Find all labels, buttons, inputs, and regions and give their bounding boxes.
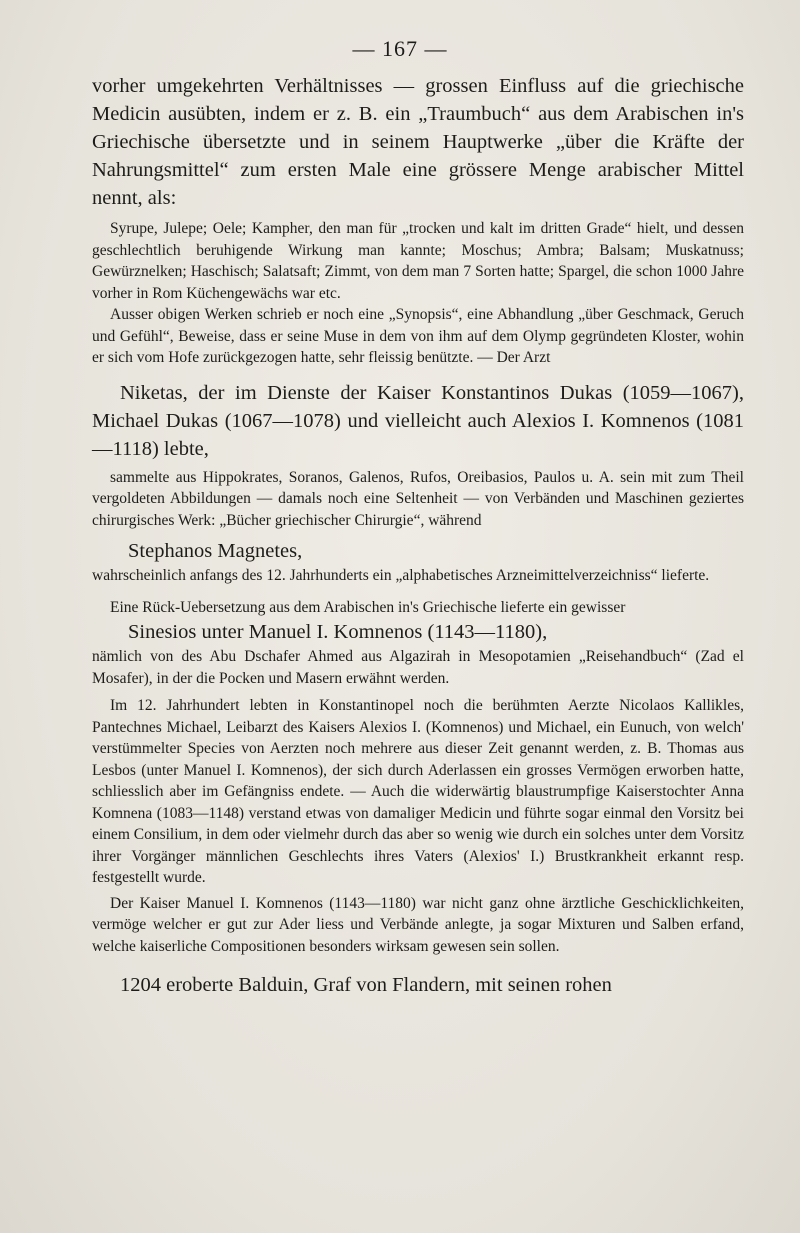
paragraph: Eine Rück-Uebersetzung aus dem Arabischen in's Griechische lieferte ein gewisser bbox=[110, 598, 626, 616]
paragraph: Ausser obigen Werken schrieb er noch eine „Synopsis“, eine Abhandlung „über Geschmack, Geruch und Gefühl“, Beweise, dass er seine Muse in dem von ihm auf dem Olymp gegründeten Kloster, wohin er sich vom Hofe zurückgezogen hatte, sehr fleissig benützte. — Der Arzt bbox=[92, 306, 744, 366]
paragraph: Sinesios unter Manuel I. Komnenos (1143—1180), bbox=[128, 621, 548, 643]
paragraph: Syrupe, Julepe; Oele; Kampher, den man für „trocken und kalt im dritten Grade“ hielt, und dessen geschlechtlich beruhigende Wirkung man kannte; Moschus; Ambra; Balsam; Muskatnuss; Gewürznelken; Haschisch; Salatsaft; Zimmt, von dem man 7 Sorten hatte; Spargel, die schon 1000 Jahre vorher in Rom Küchengewächs war etc. bbox=[92, 220, 744, 302]
paragraph: sammelte aus Hippokrates, Soranos, Galenos, Rufos, Oreibasios, Paulos u. A. sein mit zum Theil vergoldeten Abbildungen — damals noch eine Seltenheit — von Verbänden und Maschinen geziertes chirurgisches Werk: „Bücher griechischer Chirurgie“, während bbox=[92, 468, 744, 529]
paragraph: Im 12. Jahrhundert lebten in Konstantinopel noch die berühmten Aerzte Nicolaos Kallikles, Pantechnes Michael, Leibarzt des Kaisers Alexios I. (Komnenos) und Michael, ein Eunuch, von welch' verstümmelter Species von Aerzten noch mehrere aus dieser Zeit genannt werden, z. B. Thomas aus Lesbos (unter Manuel I. Komnenos), der sich durch Aderlassen ein grosses Vermögen erworben hatte, schliesslich aber im Gefängniss endete. — Auch die widerwärtig blaustrumpfige Kaiserstochter Anna Komnena (1083—1148) verstand etwas von damaliger Medicin und führte sogar einmal den Vorsitz bei einem Consilium, in dem oder vielmehr durch das aber so wenig wie durch ein solches unter dem Vorsitz ihrer Vorgänger männlichen Geschlechts ihres Vaters (Alexios' I.) Brustkrankheit erkannt resp. festgestellt wurde. bbox=[92, 697, 744, 886]
paragraph: vorher umgekehrten Verhältnisses — grossen Einfluss auf die griechische Medicin ausübten, indem er z. B. ein „Traumbuch“ aus dem Arabischen in's Griechische übersetzte und in seinem Hauptwerke „über die Kräfte der Nahrungsmittel“ zum ersten Male eine grössere Menge arabischer Mittel nennt, als: bbox=[92, 75, 744, 209]
paragraph: wahrscheinlich anfangs des 12. Jahrhunderts ein „alphabetisches Arzneimittelverzeichniss“ lieferte. bbox=[92, 567, 710, 584]
paragraph: Stephanos Magnetes, bbox=[128, 540, 303, 562]
paragraph: Niketas, der im Dienste der Kaiser Konstantinos Dukas (1059—1067), Michael Dukas (1067—1078) und vielleicht auch Alexios I. Komnenos (1081—1118) lebte, bbox=[92, 381, 744, 460]
paragraph: nämlich von des Abu Dschafer Ahmed aus Algazirah in Mesopotamien „Reisehandbuch“ (Zad el Mosafer), in der die Pocken und Masern erwähnt werden. bbox=[92, 648, 744, 687]
paragraph: Der Kaiser Manuel I. Komnenos (1143—1180) war nicht ganz ohne ärztliche Geschicklichkeiten, vermöge welcher er gut zur Ader liess und Verbände anlegte, ja sogar Mixturen und Salben erfand, welche kaiserliche Compositionen besonders wirksam gewesen sein sollen. bbox=[92, 894, 744, 955]
page-number: — 167 — bbox=[352, 36, 448, 61]
paragraph: 1204 eroberte Balduin, Graf von Flandern, mit seinen rohen bbox=[120, 974, 612, 996]
page-body bbox=[92, 72, 744, 999]
